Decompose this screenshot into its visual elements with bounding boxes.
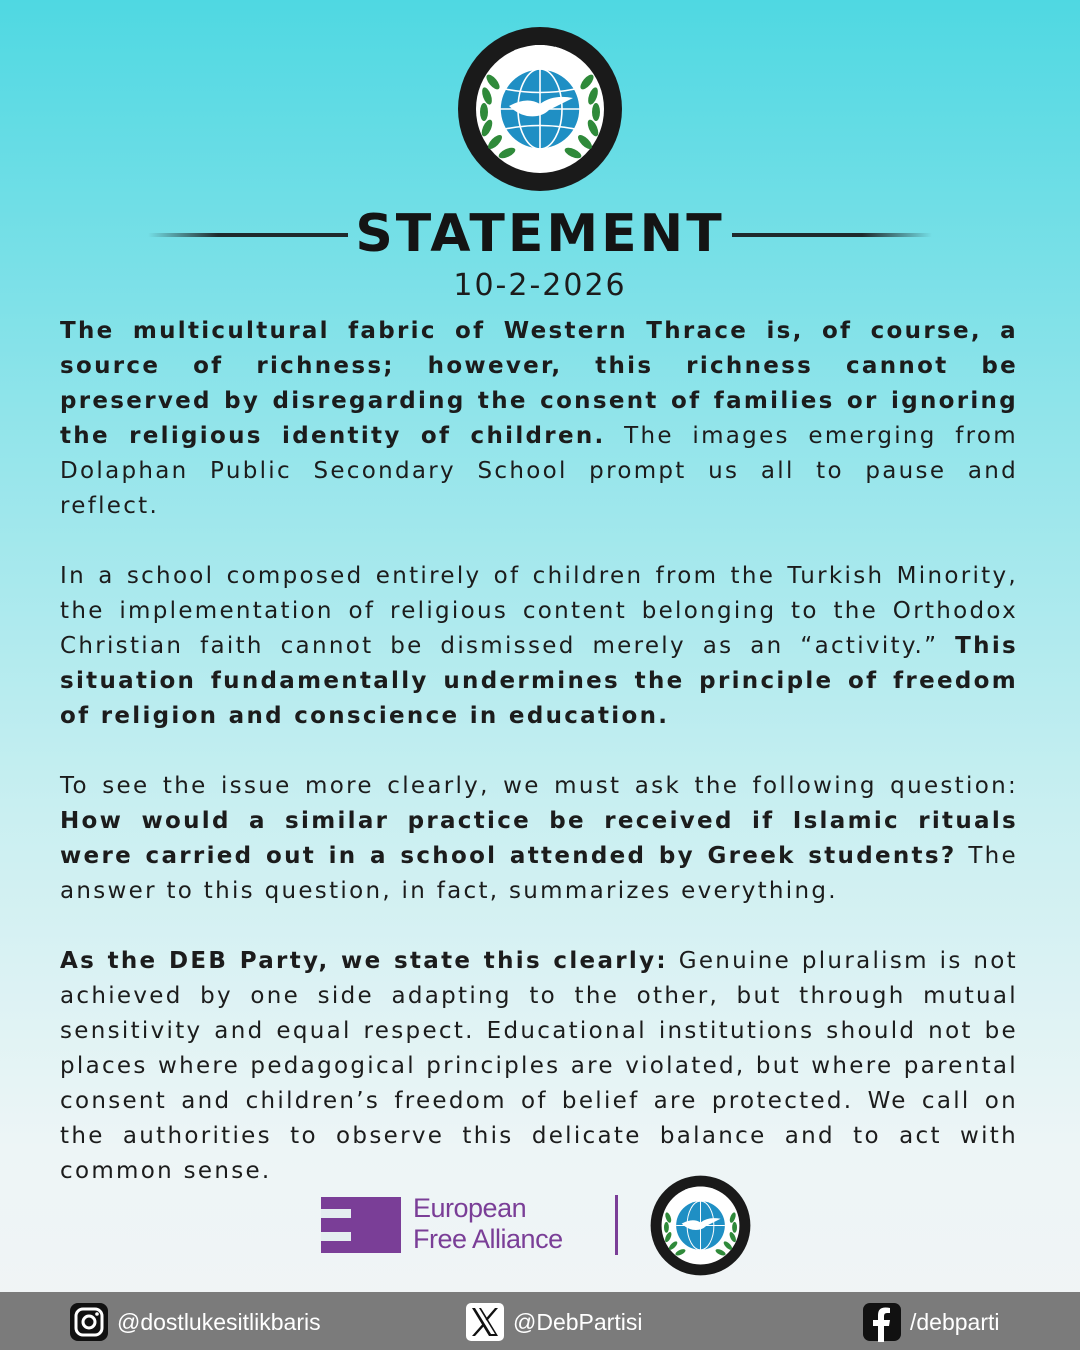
x-icon bbox=[465, 1302, 505, 1342]
title-row bbox=[0, 200, 1080, 270]
paragraph-4-text: Genuine pluralism is not achieved by one side adapting to the other, but through mutual sensitivity and equal respect. Educational institutions should not be places where pedagogical principles are violated, but where parental consent and children’s freedom of belief are protected. We call on the authorities to observe this delicate balance and to act with common sense. bbox=[60, 948, 1018, 1184]
logo-top-text: D.E.B bbox=[512, 42, 568, 65]
paragraph-4-bold: As the DEB Party, we state this clearly: bbox=[60, 948, 668, 974]
title-divider-right bbox=[732, 233, 932, 237]
instagram-handle[interactable]: @dostlukesitlikbaris bbox=[117, 1309, 321, 1335]
paragraph-4 bbox=[60, 944, 1018, 1189]
facebook-link[interactable] bbox=[862, 1302, 1000, 1342]
paragraph-3 bbox=[60, 769, 1018, 909]
efa-logo-icon bbox=[321, 1197, 401, 1253]
efa-logo-text bbox=[413, 1193, 563, 1255]
partner-logos bbox=[0, 1175, 1080, 1275]
paragraph-3-tail: The answer to this question, in fact, summarizes everything. bbox=[60, 843, 1018, 904]
instagram-link[interactable] bbox=[69, 1302, 321, 1342]
x-link[interactable] bbox=[465, 1302, 642, 1342]
paragraph-3-bold: How would a similar practice be received if Islamic rituals were carried out in a school attended by Greek students? bbox=[60, 808, 1018, 869]
facebook-handle[interactable]: /debparti bbox=[910, 1309, 1000, 1335]
paragraph-1 bbox=[60, 314, 1018, 524]
paragraph-3-text: To see the issue more clearly, we must ask the following question: bbox=[60, 773, 1018, 799]
statement-body bbox=[60, 314, 1018, 1224]
logo-small-bottom-text: KIEΦ bbox=[687, 1251, 714, 1264]
statement-date: 10-2-2026 bbox=[453, 268, 627, 303]
paragraph-2 bbox=[60, 559, 1018, 734]
x-handle[interactable]: @DebPartisi bbox=[513, 1309, 643, 1335]
logo-small-top-text: D.E.B bbox=[684, 1185, 717, 1200]
deb-party-logo bbox=[457, 26, 623, 192]
page-title: STATEMENT bbox=[355, 204, 725, 264]
paragraph-2-text: In a school composed entirely of children from the Turkish Minority, the implementation of religious content belonging to the Orthodox Christian faith cannot be dismissed merely as an “activity.” bbox=[60, 563, 1018, 659]
paragraph-2-bold: This situation fundamentally undermines the principle of freedom of religion and conscience in education. bbox=[60, 633, 1018, 729]
social-footer bbox=[0, 1292, 1080, 1350]
instagram-icon bbox=[69, 1302, 109, 1342]
paragraph-1-bold: The multicultural fabric of Western Thrace is, of course, a source of richness; however, this richness cannot be preserved by disregarding the consent of families or ignoring the religious identity of children. bbox=[60, 318, 1018, 449]
efa-line-1: European bbox=[413, 1193, 527, 1223]
efa-line-2: Free Alliance bbox=[413, 1224, 563, 1254]
facebook-icon bbox=[862, 1302, 902, 1342]
paragraph-1-text: The images emerging from Dolaphan Public Secondary School prompt us all to pause and reflect. bbox=[60, 423, 1018, 519]
deb-party-logo-small bbox=[650, 1175, 751, 1276]
partner-divider bbox=[615, 1195, 618, 1255]
logo-bottom-text: KIEΦ bbox=[518, 150, 562, 171]
